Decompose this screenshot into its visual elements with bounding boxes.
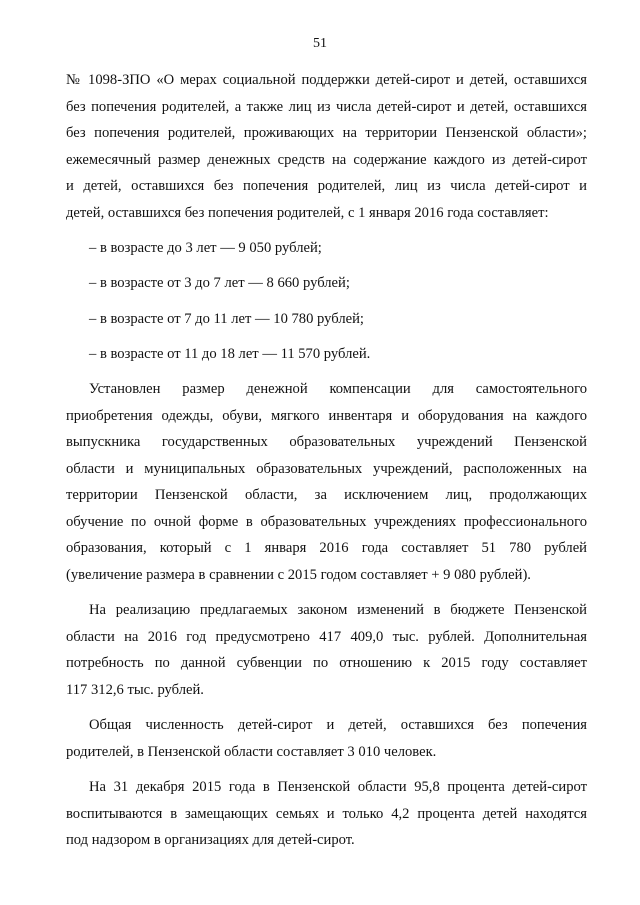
list-item-age-3-7 — [66, 270, 587, 297]
text-line: образования, который с 1 января 2016 года составляет 51 780 рублей — [66, 540, 587, 557]
text-line: без попечения родителей, проживающих на территории Пензенской области»; — [66, 125, 587, 142]
text-line: родителей, в Пензенской области составляет 3 010 человек. — [66, 743, 437, 760]
text-line: потребность по данной субвенции по отношению к 2015 году составляет — [66, 655, 587, 672]
text-line: области на 2016 год предусмотрено 417 409,0 тыс. рублей. Дополнительная — [66, 628, 587, 645]
text-line: и детей, оставшихся без попечения родителей, лиц из числа детей-сирот и — [66, 178, 587, 195]
text-line: ежемесячный размер денежных средств на содержание каждого из детей-сирот — [66, 151, 587, 168]
text-line: (увеличение размера в сравнении с 2015 годом составляет + 9 080 рублей). — [66, 567, 531, 584]
text-line: выпускника государственных образовательных учреждений Пензенской — [66, 434, 587, 451]
text-line: Общая численность детей-сирот и детей, оставшихся без попечения — [89, 717, 587, 734]
paragraph-total-count — [66, 712, 587, 765]
text-line: 117 312,6 тыс. рублей. — [66, 682, 204, 699]
list-item-age-11-18 — [66, 341, 587, 368]
text-line: На реализацию предлагаемых законом изменений в бюджете Пензенской — [89, 602, 587, 619]
text-line: обучение по очной форме в образовательных учреждениях профессионального — [66, 513, 587, 530]
text-line: области и муниципальных образовательных учреждений, расположенных на — [66, 460, 587, 477]
text-line: под надзором в организациях для детей-сирот. — [66, 832, 355, 849]
text-line: – в возрасте от 3 до 7 лет — 8 660 рублей; — [89, 275, 350, 292]
text-line: – в возрасте от 11 до 18 лет — 11 570 рублей. — [89, 345, 371, 362]
paragraph-law-reference — [66, 67, 587, 227]
text-line: территории Пензенской области, за исключением лиц, продолжающих — [66, 487, 587, 504]
text-line: детей, оставшихся без попечения родителей, с 1 января 2016 года составляет: — [66, 204, 549, 221]
page-number: 51 — [313, 36, 327, 51]
text-line: № 1098-ЗПО «О мерах социальной поддержки детей-сирот и детей, оставшихся — [66, 72, 587, 88]
paragraph-placement-statistics — [66, 774, 587, 854]
text-line: На 31 декабря 2015 года в Пензенской области 95,8 процента детей-сирот — [89, 779, 587, 795]
text-line: приобретения одежды, обуви, мягкого инвентаря и оборудования на каждого — [66, 407, 587, 424]
paragraph-compensation — [66, 376, 587, 589]
list-item-age-7-11 — [66, 306, 587, 333]
document-body — [66, 67, 587, 854]
text-line: воспитываются в замещающих семьях и только 4,2 процента детей находятся — [66, 805, 587, 822]
text-line: – в возрасте до 3 лет — 9 050 рублей; — [89, 240, 322, 257]
text-line: без попечения родителей, а также лиц из числа детей-сирот и детей, оставшихся — [66, 98, 587, 115]
paragraph-budget — [66, 597, 587, 703]
text-line: Установлен размер денежной компенсации для самостоятельного — [89, 380, 587, 397]
text-line: – в возрасте от 7 до 11 лет — 10 780 рублей; — [89, 310, 364, 327]
list-item-age-0-3 — [66, 235, 587, 262]
